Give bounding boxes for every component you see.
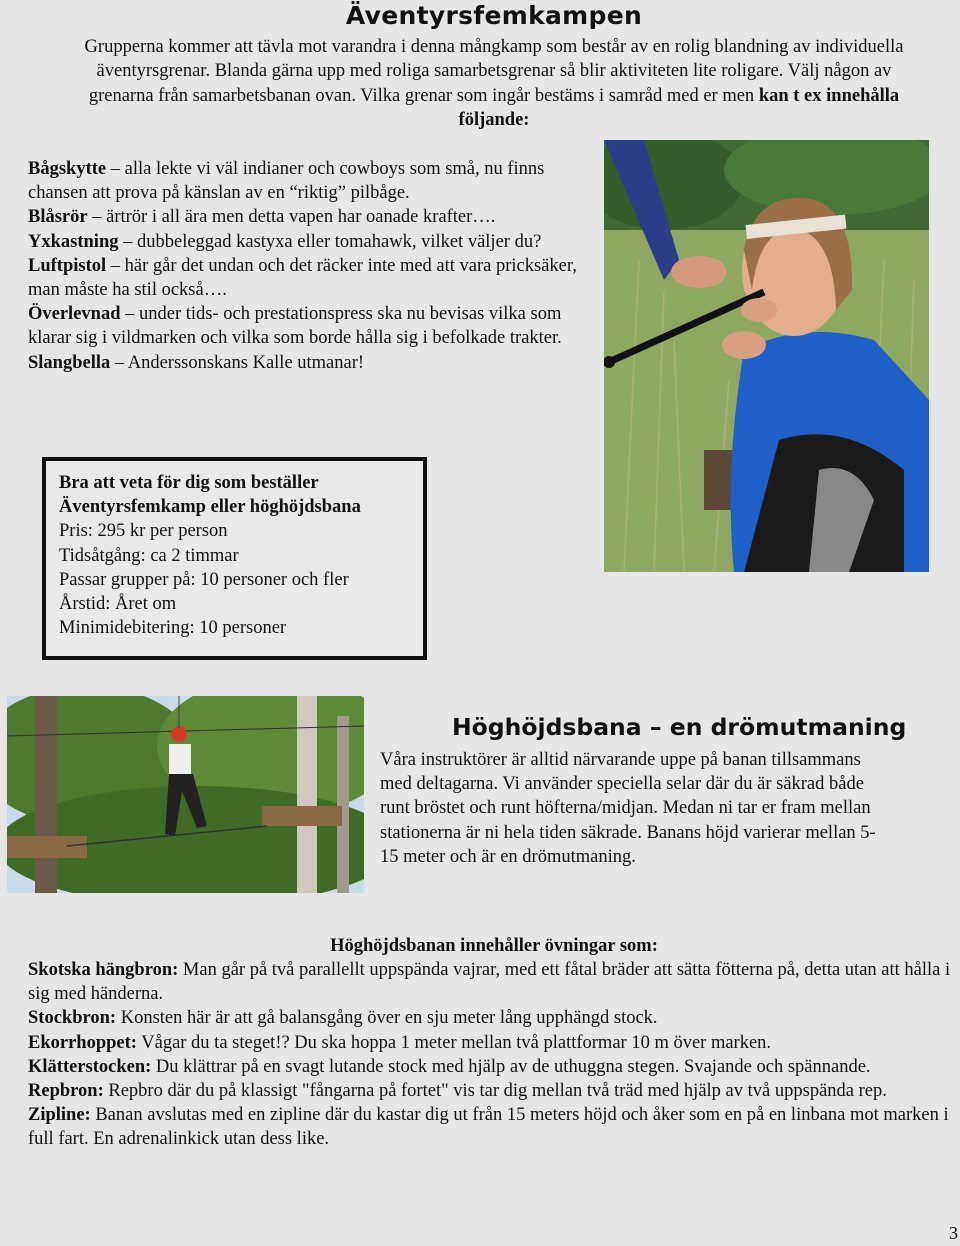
info-price: Pris: 295 kr per person: [59, 521, 228, 542]
blowpipe-photo: [604, 140, 929, 572]
blowpipe-photo-illustration: [604, 140, 929, 572]
page-title: Äventyrsfemkampen: [345, 1, 643, 30]
event-item: Överlevnad – under tids- och prestationspress ska nu bevisas vilka som klarar sig i vildmarken och vilka som borde hålla sig i befolkade trakter.: [28, 304, 562, 349]
ropes-course-illustration: [7, 696, 364, 893]
event-item: Yxkastning – dubbeleggad kastyxa eller tomahawk, vilket väljer du?: [28, 231, 542, 252]
description-line: stationerna är ni hela tiden säkrade. Banans höjd varierar mellan 5-: [380, 822, 876, 843]
intro-line: följande:: [458, 109, 530, 130]
intro-line: äventyrsgrenar. Blanda gärna upp med roliga samarbetsgrenar så blir aktiviteten lite roligare. Välj någon av: [96, 61, 892, 82]
description-line: runt bröstet och runt höfterna/midjan. Medan ni tar er fram mellan: [380, 798, 871, 819]
ropes-course-heading: Höghöjdsbana – en drömutmaning: [452, 713, 907, 741]
exercise-item: Zipline: Banan avslutas med en zipline där du kastar dig ut från 15 meters höjd och åker som en på en linbana mot marken i full fart. En adrenalinkick utan dess like.: [28, 1105, 949, 1150]
exercise-item: Stockbron: Konsten här är att gå balansgång över en sju meter lång upphängd stock.: [28, 1008, 658, 1029]
info-season: Årstid: Året om: [59, 594, 177, 615]
exercise-item: Ekorrhoppet: Vågar du ta steget!? Du ska hoppa 1 meter mellan två plattformar 10 m över marken.: [28, 1032, 772, 1053]
info-box: [42, 457, 427, 660]
event-item: Slangbella – Anderssonskans Kalle utmanar!: [28, 352, 365, 373]
exercise-item: Repbron: Repbro där du på klassigt "fångarna på fortet" vis tar dig mellan två träd med hjälp av två uppspända rep.: [28, 1081, 887, 1102]
exercises-heading: Höghöjdsbanan innehåller övningar som:: [330, 936, 658, 956]
intro-bold-text: kan t ex innehålla: [758, 85, 900, 106]
exercise-item: Klätterstocken: Du klättrar på en svagt lutande stock med hjälp av de uthuggna stegen. Svajande och spännande.: [28, 1056, 871, 1077]
exercise-list: [28, 958, 960, 1152]
event-list: [28, 157, 588, 375]
intro-line: grenarna från samarbetsbanan ovan. Vilka grenar som ingår bestäms i samråd med er men kan t ex innehålla: [88, 85, 900, 106]
event-item: Luftpistol – här går det undan och det räcker inte med att vara pricksäker, man måste ha stil också….: [28, 255, 577, 301]
event-item: Blåsrör – ärtrör i all ära men detta vapen har oanade krafter….: [28, 207, 496, 228]
info-group-size: Passar grupper på: 10 personer och fler: [59, 569, 349, 590]
info-box-heading: Äventyrsfemkamp eller höghöjdsbana: [59, 497, 361, 518]
page-number: 3: [949, 1223, 958, 1243]
description-line: 15 meter och är en drömutmaning.: [380, 846, 636, 867]
info-minimum-charge: Minimidebitering: 10 personer: [59, 618, 287, 639]
intro-line: Grupperna kommer att tävla mot varandra i denna mångkamp som består av en rolig blandning av individuella: [84, 37, 904, 57]
exercise-item: Skotska hängbron: Man går på två parallellt uppspända vajrar, med ett fåtal bräder att sätta fötterna på, detta utan att hålla i sig med händerna.: [28, 960, 951, 1005]
info-duration: Tidsåtgång: ca 2 timmar: [59, 545, 239, 566]
intro-paragraph: [28, 35, 960, 132]
ropes-course-description: [380, 748, 952, 869]
event-item: Bågskytte – alla lekte vi väl indianer och cowboys som små, nu finns chansen att prova på känslan av en “riktig” pilbåge.: [28, 159, 545, 204]
info-box-heading: Bra att veta för dig som beställer: [59, 473, 319, 493]
description-line: Våra instruktörer är alltid närvarande uppe på banan tillsammans: [380, 750, 861, 770]
description-line: med deltagarna. Vi använder speciella selar där du är säkrad både: [380, 774, 864, 795]
ropes-course-photo: [7, 696, 364, 893]
